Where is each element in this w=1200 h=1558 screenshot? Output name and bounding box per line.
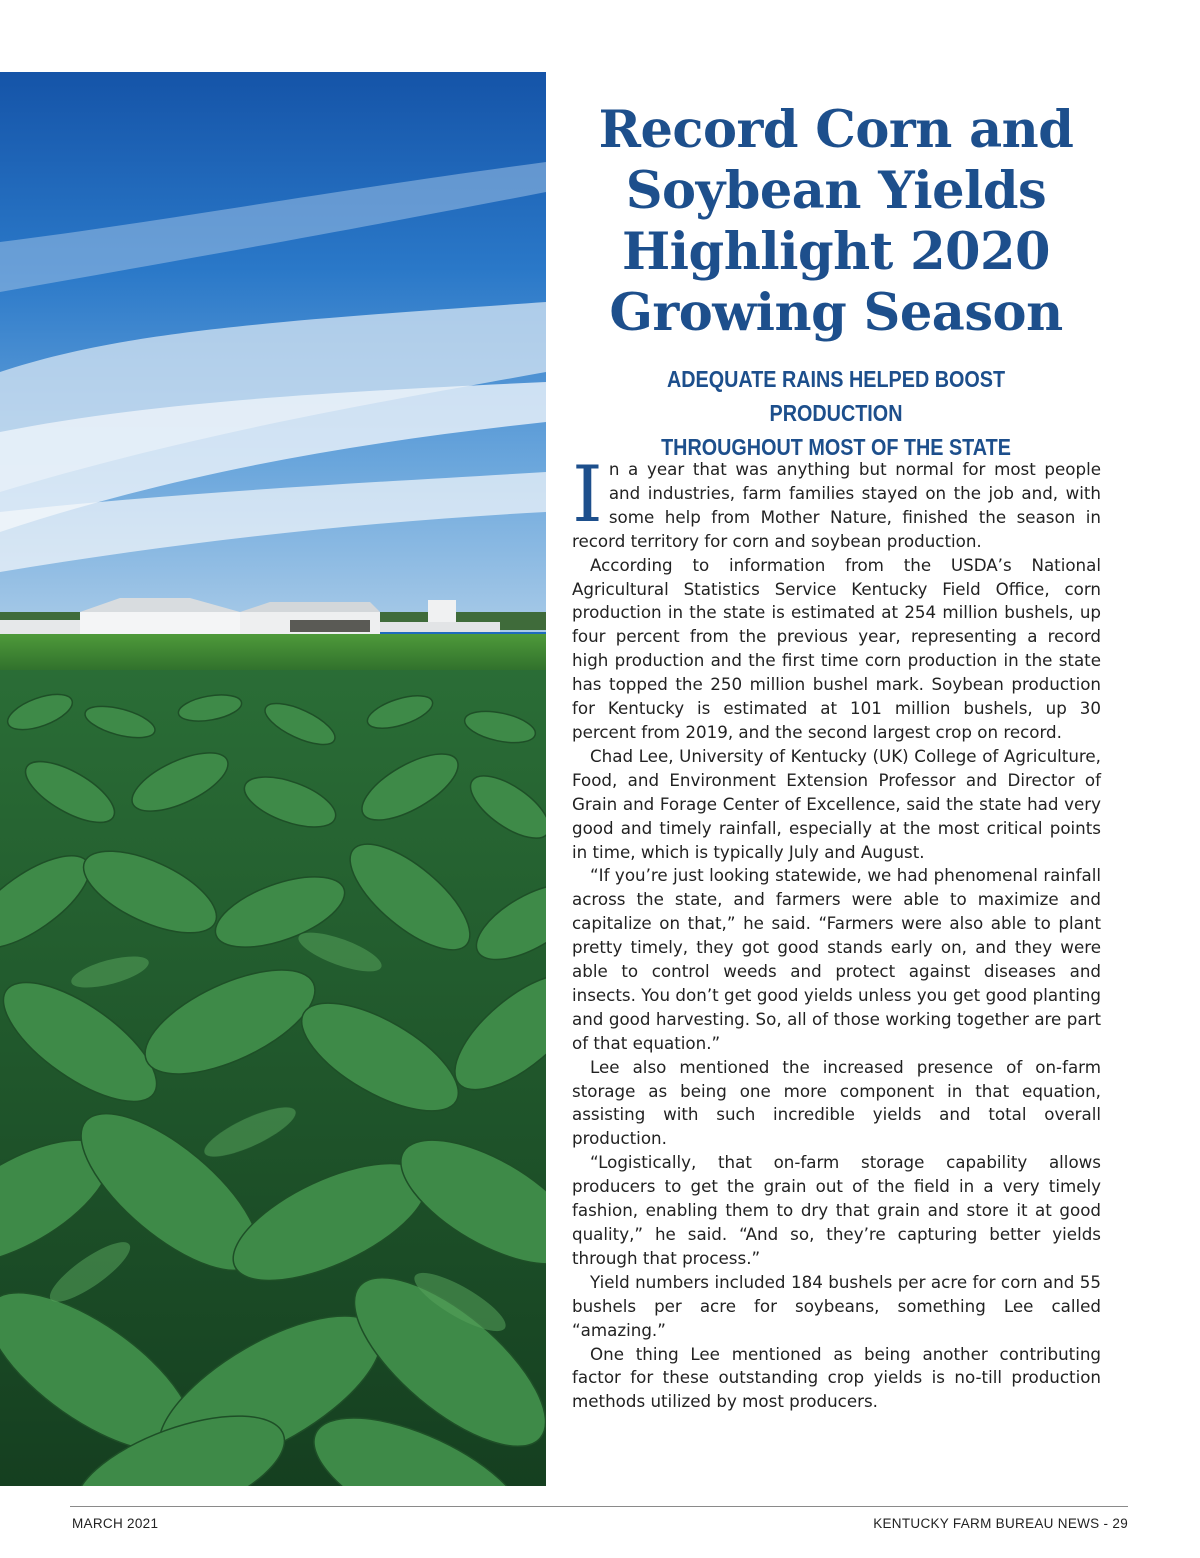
title-line: Growing Season bbox=[609, 283, 1063, 343]
subhead-line: ADEQUATE RAINS HELPED BOOST PRODUCTION bbox=[666, 366, 1006, 426]
paragraph bbox=[572, 450, 1101, 554]
drop-cap: I bbox=[572, 450, 603, 540]
title-line: Soybean Yields bbox=[625, 161, 1047, 221]
issue-date: MARCH 2021 bbox=[72, 1516, 159, 1531]
soybean-field-photo bbox=[0, 72, 546, 1486]
footer-divider bbox=[70, 1506, 1128, 1507]
subhead-line: THROUGHOUT MOST OF THE STATE bbox=[661, 434, 1011, 460]
paragraph: One thing Lee mentioned as being another contributing factor for these outstanding crop yields is no-till production methods utilized by most producers. bbox=[572, 1343, 1101, 1412]
paragraph: “If you’re just looking statewide, we had phenomenal rainfall across the state, and farmers were able to maximize and capitalize on that,” he said. “Farmers were also able to plant pretty timely, they got good stands early on, and they were able to control weeds and protect against diseases and insects. You don’t get good yields unless you get good planting and good harvesting. So, all of those working together are part of that equation.” bbox=[572, 865, 1101, 1053]
paragraph: Chad Lee, University of Kentucky (UK) College of Agriculture, Food, and Environment Extension Professor and Director of Grain and Forage Center of Excellence, said the state had very good and timely rainfall, especially at the most critical points in time, which is typically July and August. bbox=[572, 745, 1101, 862]
publication-page-number: KENTUCKY FARM BUREAU NEWS - 29 bbox=[873, 1516, 1128, 1531]
paragraph: Lee also mentioned the increased presence of on-farm storage as being one more component in that equation, assisting with such incredible yields and total overall production. bbox=[572, 1056, 1101, 1149]
paragraph: “Logistically, that on-farm storage capability allows producers to get the grain out of the field in a very timely fashion, enabling them to dry that grain and store it at good quality,” he said. “And so, they’re capturing better yields through that process.” bbox=[572, 1152, 1101, 1268]
title-line: Highlight 2020 bbox=[621, 222, 1051, 282]
article-subhead bbox=[633, 362, 1039, 464]
paragraph: According to information from the USDA’s National Agricultural Statistics Service Kentucky Field Office, corn production in the state is estimated at 254 million bushels, up four percent from the previous year, representing a record high production and the first time corn production in the state has topped the 250 million bushel mark. Soybean production for Kentucky is estimated at 101 million bushels, up 30 percent from 2019, and the second largest crop on record. bbox=[572, 554, 1101, 742]
article-body bbox=[572, 450, 1101, 1414]
paragraph: Yield numbers included 184 bushels per acre for corn and 55 bushels per acre for soybeans, something Lee called “amazing.” bbox=[572, 1271, 1101, 1340]
paragraph-text: n a year that was anything but normal for most people and industries, farm families stayed on the job and, with some help from Mother Nature, finished the season in record territory for corn and soybean production. bbox=[572, 459, 1101, 551]
article-title bbox=[590, 100, 1082, 344]
title-line: Record Corn and bbox=[598, 100, 1074, 160]
